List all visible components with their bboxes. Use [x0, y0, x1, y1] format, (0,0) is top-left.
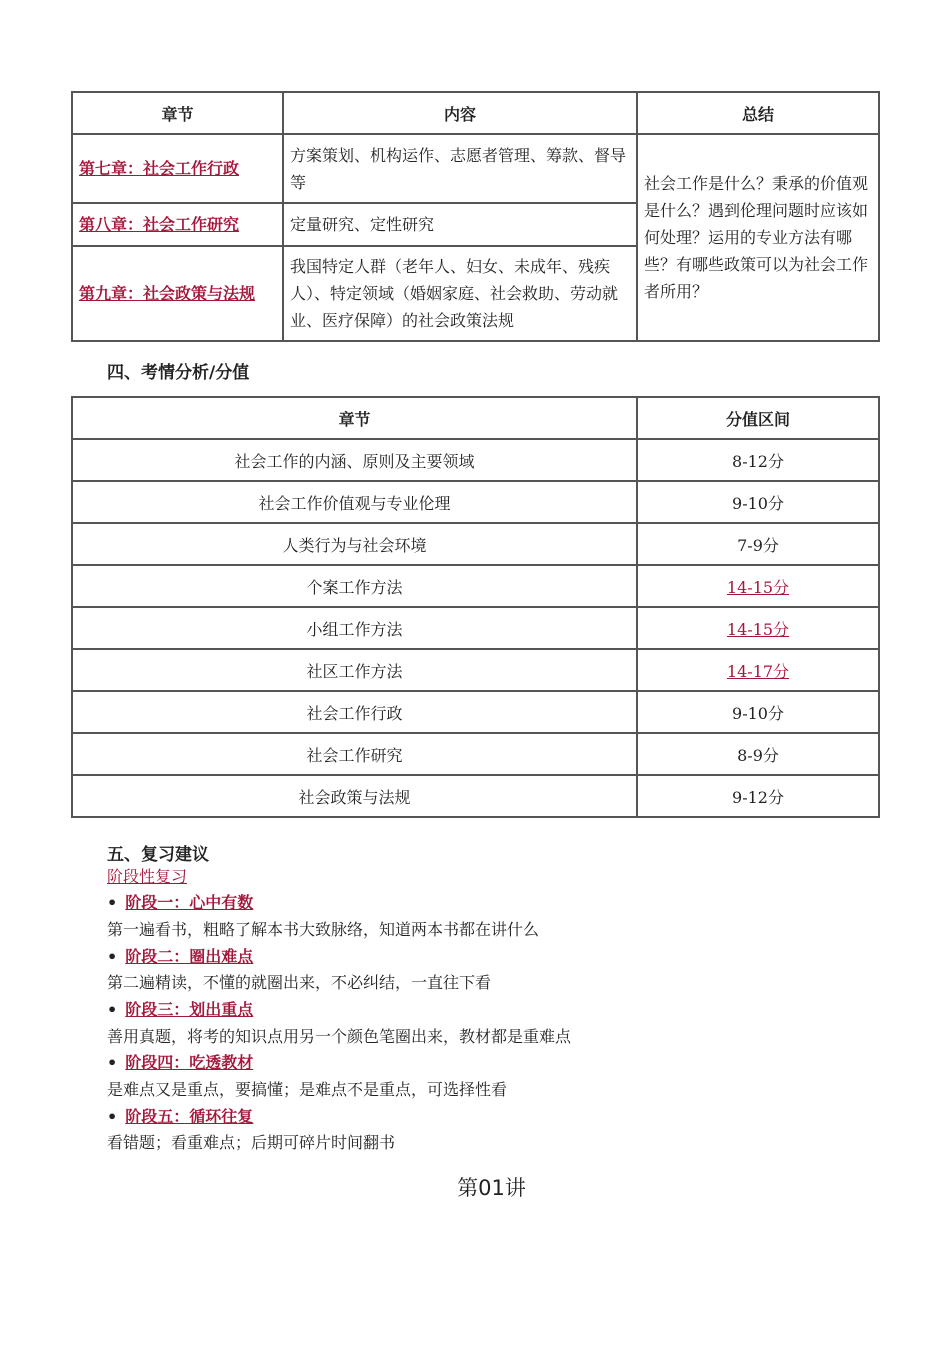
chapter-content: 方案策划、机构运作、志愿者管理、筹款、督导等 [283, 134, 637, 203]
row-chapter: 社会工作研究 [72, 733, 637, 775]
stage-3[interactable]: • 阶段三：划出重点 [107, 1000, 254, 1019]
stage-5-desc: 看错题；看重难点；后期可碎片时间翻书 [107, 1133, 396, 1152]
row-score: 9-10分 [637, 481, 879, 523]
table-row [72, 775, 879, 817]
row-score-highlight[interactable]: 14-15分 [637, 565, 879, 607]
review-heading-link[interactable]: 阶段性复习 [107, 867, 188, 886]
row-chapter: 社会工作行政 [72, 691, 637, 733]
stage-1-desc: 第一遍看书，粗略了解本书大致脉络，知道两本书都在讲什么 [107, 920, 540, 939]
row-score: 9-10分 [637, 691, 879, 733]
table-row [72, 733, 879, 775]
row-chapter: 社会工作的内涵、原则及主要领域 [72, 439, 637, 481]
chapter-content-table [71, 91, 880, 342]
header-score: 分值区间 [637, 397, 879, 439]
header-chapter: 章节 [72, 92, 283, 134]
header-summary: 总结 [637, 92, 879, 134]
row-chapter: 个案工作方法 [72, 565, 637, 607]
row-chapter: 社区工作方法 [72, 649, 637, 691]
chapter-content: 定量研究、定性研究 [283, 203, 637, 246]
row-chapter: 社会政策与法规 [72, 775, 637, 817]
chapter-link[interactable]: 第九章：社会政策与法规 [72, 246, 283, 341]
table-row [72, 481, 879, 523]
table-row [72, 523, 879, 565]
header-content: 内容 [283, 92, 637, 134]
header-chapter: 章节 [72, 397, 637, 439]
row-score-highlight[interactable]: 14-17分 [637, 649, 879, 691]
summary-cell: 社会工作是什么？秉承的价值观是什么？遇到伦理问题时应该如何处理？运用的专业方法有哪些？有哪些政策可以为社会工作者所用？ [637, 134, 879, 341]
chapter-link[interactable]: 第八章：社会工作研究 [72, 203, 283, 246]
row-chapter: 小组工作方法 [72, 607, 637, 649]
stage-5[interactable]: • 阶段五：循环往复 [107, 1107, 254, 1126]
section-4-heading: 四、考情分析/分值 [107, 363, 250, 383]
row-chapter: 人类行为与社会环境 [72, 523, 637, 565]
table-row [72, 439, 879, 481]
row-score-highlight[interactable]: 14-15分 [637, 607, 879, 649]
table-row [72, 649, 879, 691]
stage-2-desc: 第二遍精读，不懂的就圈出来，不必纠结，一直往下看 [107, 973, 492, 992]
chapter-content: 我国特定人群（老年人、妇女、未成年、残疾人）、特定领域（婚姻家庭、社会救助、劳动就业、医疗保障）的社会政策法规 [283, 246, 637, 341]
table-row [72, 565, 879, 607]
stage-4-desc: 是难点又是重点，要搞懂；是难点不是重点，可选择性看 [107, 1080, 508, 1099]
chapter-link[interactable]: 第七章：社会工作行政 [72, 134, 283, 203]
row-score: 7-9分 [637, 523, 879, 565]
stage-3-desc: 善用真题，将考的知识点用另一个颜色笔圈出来，教材都是重难点 [107, 1027, 572, 1046]
table-row [72, 607, 879, 649]
row-chapter: 社会工作价值观与专业伦理 [72, 481, 637, 523]
row-score: 8-12分 [637, 439, 879, 481]
row-score: 8-9分 [637, 733, 879, 775]
stage-1[interactable]: • 阶段一：心中有数 [107, 893, 254, 912]
row-score: 9-12分 [637, 775, 879, 817]
section-5-heading: 五、复习建议 [107, 845, 209, 865]
stage-2[interactable]: • 阶段二：圈出难点 [107, 947, 254, 966]
lecture-title: 第01讲 [457, 1176, 526, 1200]
stage-4[interactable]: • 阶段四：吃透教材 [107, 1053, 254, 1072]
table-row [72, 691, 879, 733]
score-table [71, 396, 880, 818]
